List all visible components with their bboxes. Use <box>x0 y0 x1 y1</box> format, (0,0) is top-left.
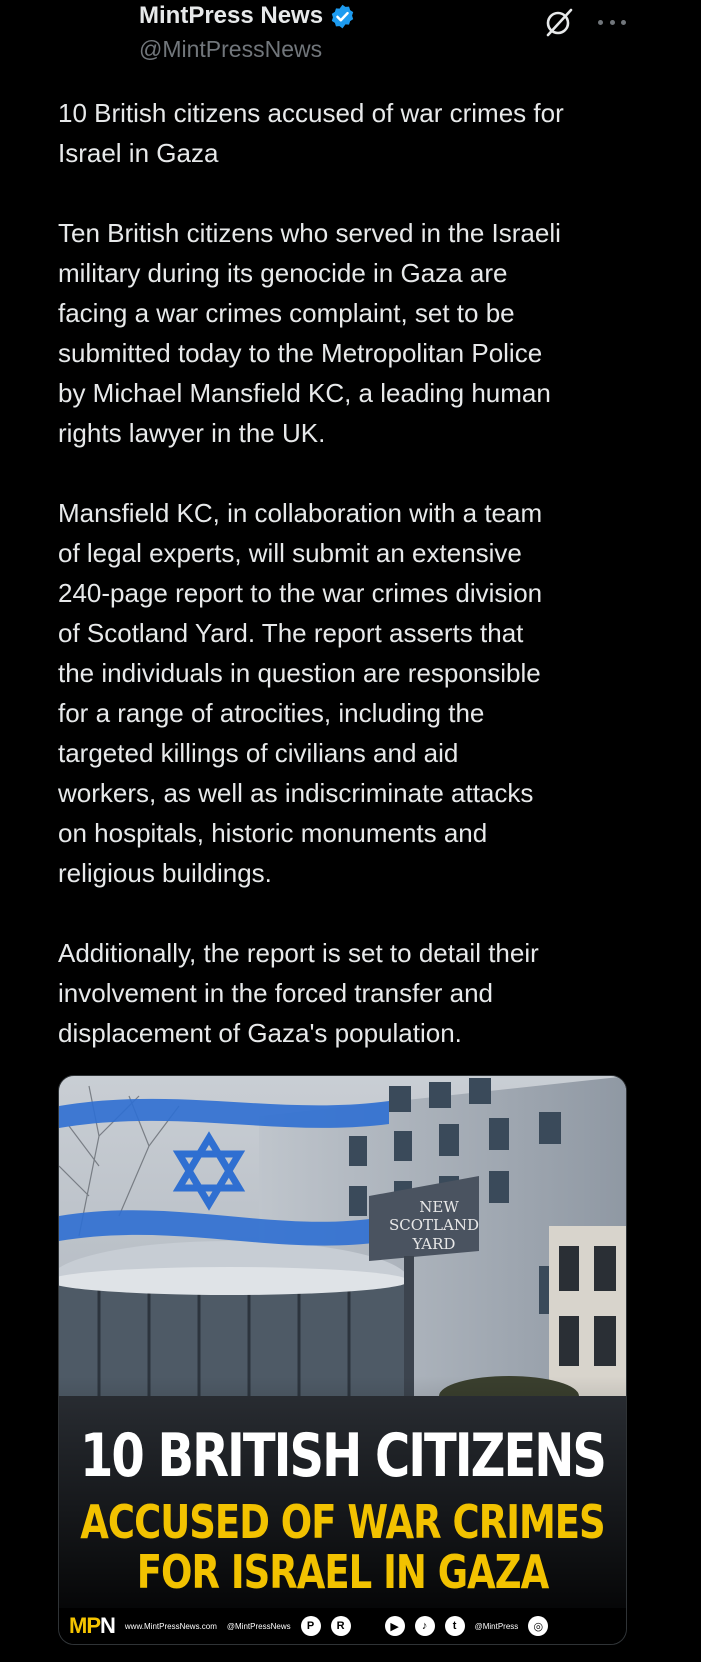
tweet-body <box>58 93 658 1093</box>
tweet-paragraph-2: Mansfield KC, in collaboration with a team of legal experts, will submit an extensive 240-page report to the war crimes division of Scotland Yard. The report asserts that the individuals in question are responsible for a range of atrocities, including the targeted killings of civilians and aid workers, as well as indiscriminate attacks on hospitals, historic monuments and religious buildings. <box>58 498 543 888</box>
website-text: www.MintPressNews.com <box>124 1621 217 1631</box>
author-handle[interactable]: @MintPressNews <box>139 36 323 62</box>
footer-handle-1: @MintPressNews <box>226 1621 291 1631</box>
verified-badge-icon <box>329 3 356 30</box>
tweet-media-image[interactable] <box>58 1075 627 1645</box>
headline-line-3: FOR ISRAEL IN GAZA <box>136 1545 549 1600</box>
sign-line-2: SCOTLAND <box>389 1216 479 1234</box>
tweet-header <box>0 0 701 80</box>
mpn-logo: MPN <box>69 1613 115 1638</box>
author-name[interactable] <box>139 2 356 30</box>
instagram-icon: ◎ <box>528 1616 548 1636</box>
tiktok-icon: ♪ <box>415 1616 435 1636</box>
media-footer-bar <box>59 1608 626 1644</box>
rumble-icon: R <box>331 1616 351 1636</box>
more-icon[interactable] <box>598 10 626 34</box>
sign-line-3: YARD <box>412 1235 456 1253</box>
patreon-icon: P <box>301 1616 321 1636</box>
headline-line-2: ACCUSED OF WAR CRIMES <box>80 1495 605 1550</box>
youtube-icon: ▶ <box>385 1616 405 1636</box>
author-name-text[interactable]: MintPress News <box>139 2 324 29</box>
tweet-title: 10 British citizens accused of war crimes for Israel in Gaza <box>58 98 564 168</box>
twitter-icon: t <box>445 1616 465 1636</box>
tweet-paragraph-1: Ten British citizens who served in the Israeli military during its genocide in Gaza are facing a war crimes complaint, set to be submitted today to the Metropolitan Police by Michael Mansfield KC, a leading human rights lawyer in the UK. <box>58 218 561 448</box>
sign-line-1: NEW <box>419 1198 459 1216</box>
grok-icon[interactable] <box>542 6 576 40</box>
footer-handle-2: @MintPress <box>474 1621 519 1631</box>
tweet-paragraph-3: Additionally, the report is set to detail their involvement in the forced transfer and displacement of Gaza's population. <box>58 938 539 1048</box>
headline-line-1: 10 BRITISH CITIZENS <box>80 1421 605 1491</box>
